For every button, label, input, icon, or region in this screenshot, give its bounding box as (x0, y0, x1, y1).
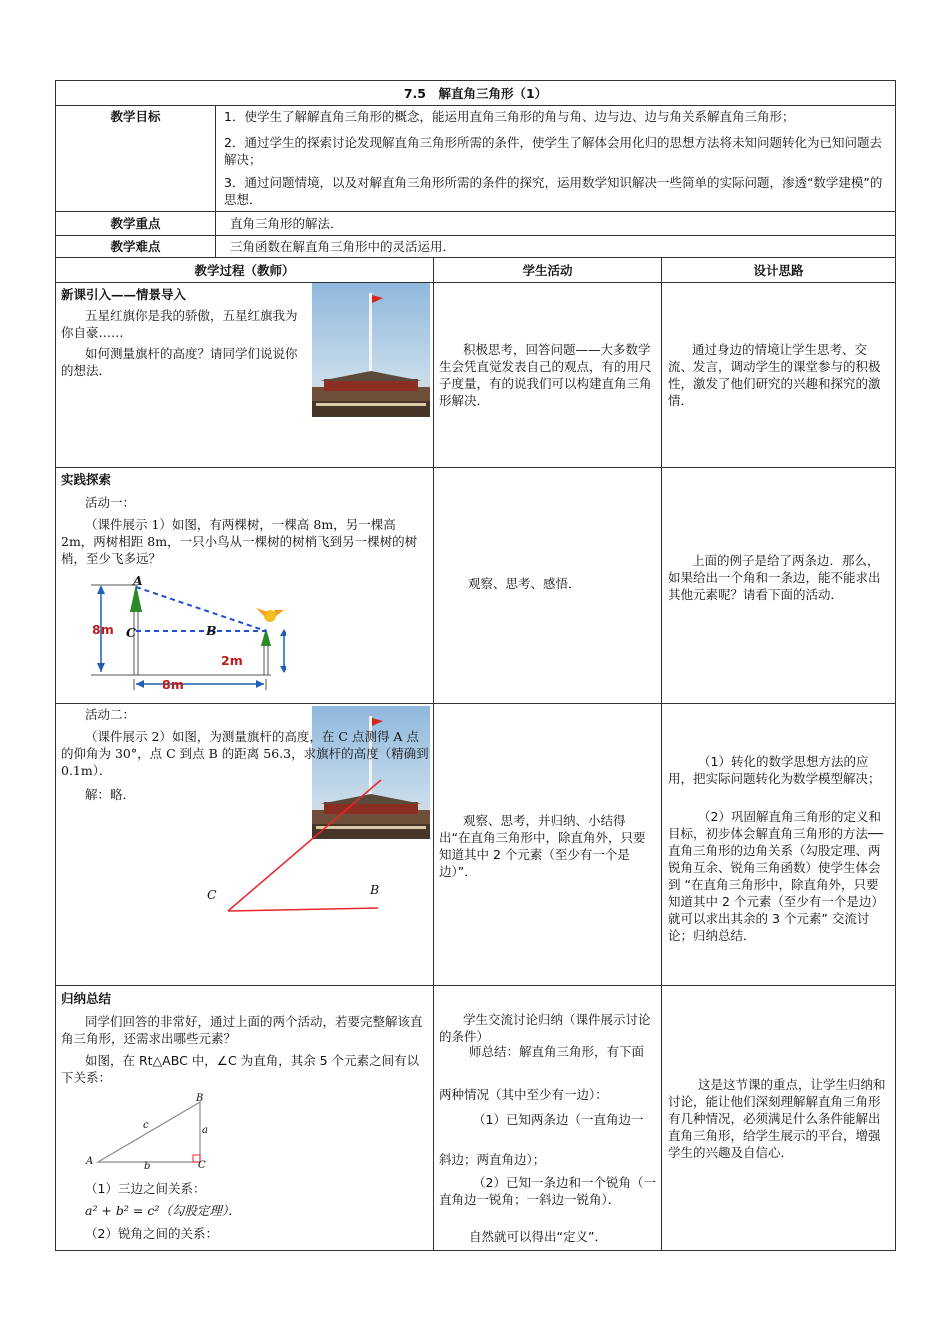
activity2-text: （课件展示 2）如图，为测量旗杆的高度，在 C 点测得 A 点的仰角为 30°，点 C 到点 B 的距离 56.3，求旗杆的高度（精确到 0.1m）． (61, 729, 429, 778)
relation-1: （1）三边之间关系： (85, 1181, 206, 1196)
section1-design-text: 通过身边的情境让学生思考、交流、发言，调动学生的课堂参与的积极性，激发了他们研究的兴趣和探究的激情． (668, 342, 881, 408)
tri-label-A: A (86, 1156, 94, 1167)
section1-p2: 如何测量旗杆的高度？请同学们说说你的想法． (61, 346, 298, 378)
fig2-label-C: C (207, 887, 217, 902)
fig1-label-B: B (206, 623, 217, 638)
goal-3: 3．通过问题情境，以及对解直角三角形所需的条件的探究，运用数学知识解决一些简单的实际问题，渗透“数学建模”的思想． (224, 175, 883, 207)
relation-2: （2）锐角之间的关系： (85, 1226, 218, 1241)
section4-heading: 归纳总结 (61, 991, 112, 1006)
difficult-label-cell (55, 235, 216, 258)
col-design-label: 设计思路 (753, 263, 804, 278)
col-header-student (433, 257, 662, 283)
section2-student (433, 467, 662, 704)
section2-design (661, 467, 896, 704)
key-cell (215, 211, 896, 236)
section4-student-1: 学生交流讨论归纳（课件展示讨论的条件） (439, 1012, 651, 1044)
tri-label-c: c (143, 1120, 149, 1131)
section4-teacher (55, 985, 434, 1251)
goal-1: 1．使学生了解解直角三角形的概念，能运用直角三角形的角与角、边与边、边与角关系解直角三角形； (224, 109, 795, 124)
section3-student (433, 703, 662, 986)
goals-label: 教学目标 (110, 109, 161, 124)
section4-student (433, 985, 662, 1251)
pythagorean-formula: a² + b² = c²（勾股定理）． (85, 1203, 241, 1218)
fig1-label-2m: 2m (221, 653, 243, 668)
activity1-text: （课件展示 1）如图，有两棵树，一棵高 8m，另一棵高 2m，两树相距 8m，一只小鸟从一棵树的树梢飞到另一棵树的树梢，至少飞多远？ (61, 517, 418, 566)
fig1-label-8m-height: 8m (92, 622, 114, 637)
section4-student-3: 两种情况（其中至少有一边）： (439, 1087, 608, 1102)
goals-cell (215, 105, 896, 212)
section3-design (661, 703, 896, 986)
section3-design-text-1: （1）转化的数学思想方法的应用，把实际问题转化为数学模型解决； (668, 754, 881, 786)
col-teacher-label: 教学过程（教师） (194, 263, 295, 278)
key-label-cell (55, 211, 216, 236)
fig1-label-8m-distance: 8m (162, 677, 184, 692)
section4-student-4: （1）已知两条边（一直角边一 (473, 1112, 644, 1127)
difficult-cell (215, 235, 896, 258)
tri-label-C: C (198, 1160, 206, 1171)
two-trees-diagram (86, 572, 286, 702)
section2-heading: 实践探索 (61, 472, 112, 487)
goal-2: 2．通过学生的探索讨论发现解直角三角形所需的条件，使学生了解体会用化归的思想方法将未知问题转化为已知问题去解决； (224, 135, 882, 167)
section3-teacher (55, 703, 434, 986)
section4-student-6: （2）已知一条边和一个锐角（一直角边一锐角；一斜边一锐角）． (439, 1175, 656, 1207)
section3-design-text-2: （2）巩固解直角三角形的定义和目标，初步体会解直角三角形的方法──直角三角形的边角关系（勾股定理、两锐角互余、锐角三角函数）使学生体会到 “在直角三角形中，除直角外，只要知道其中 2 个元素（至少有一个是边）就可以求出其余的 3 个元素” 交流讨论；归纳总结． (668, 809, 884, 943)
tri-label-b: b (144, 1161, 151, 1172)
tri-label-a: a (202, 1125, 208, 1136)
fig1-label-C: C (126, 625, 136, 640)
section4-student-7: 自然就可以得出“定义”． (469, 1229, 607, 1244)
section4-student-2: 师总结：解直角三角形，有下面 (469, 1044, 645, 1059)
section4-student-5: 斜边；两直角边）； (439, 1152, 546, 1167)
section1-student-text: 积极思考，回答问题——大多数学生会凭直觉发表自己的观点，有的用尺子度量，有的说我们可以构建直角三角形解决． (439, 342, 652, 408)
key-label: 教学重点 (110, 216, 161, 231)
section4-p1: 同学们回答的非常好，通过上面的两个活动，若要完整解该直角三角形，还需求出哪些元素？ (61, 1014, 423, 1046)
section2-teacher (55, 467, 434, 704)
section1-teacher (55, 282, 434, 468)
section3-student-text: 观察、思考，并归纳、小结得出“在直角三角形中，除直角外，只要知道其中 2 个元素（至少有一个是边）”． (439, 813, 646, 879)
difficult-label: 教学难点 (110, 239, 161, 254)
section2-design-text: 上面的例子是给了两条边．那么，如果给出一个角和一条边，能不能求出其他元素呢？请看下面的活动． (668, 553, 881, 602)
key-point: 直角三角形的解法． (230, 216, 343, 231)
section4-design (661, 985, 896, 1251)
goals-label-cell (55, 105, 216, 212)
right-triangle-diagram (94, 1098, 214, 1168)
col-header-design (661, 257, 896, 283)
title-row (55, 80, 896, 106)
difficult-point: 三角函数在解直角三角形中的灵活运用． (230, 239, 456, 254)
activity1-label: 活动一： (85, 495, 136, 510)
activity2-solution: 解：略． (85, 787, 136, 802)
section4-p2: 如图，在 Rt△ABC 中，∠C 为直角，其余 5 个元素之间有以下关系： (61, 1053, 420, 1085)
section1-student (433, 282, 662, 468)
fig1-label-A: A (133, 573, 143, 588)
section1-p1: 五星红旗你是我的骄傲，五星红旗我为你自豪…… (61, 308, 298, 340)
tri-label-B: B (196, 1093, 204, 1104)
col-header-teacher (55, 257, 434, 283)
section4-design-text: 这是这节课的重点，让学生归纳和讨论，能让他们深刻理解解直角三角形有几种情况，必须满足什么条件能解出直角三角形，给学生展示的平台，增强学生的兴趣及自信心． (668, 1077, 886, 1160)
section1-design (661, 282, 896, 468)
section1-heading: 新课引入——情景导入 (61, 287, 187, 302)
section2-student-text: 观察、思考、感悟． (468, 576, 581, 591)
col-student-label: 学生活动 (522, 263, 573, 278)
fig2-label-B: B (370, 882, 380, 897)
page-title: 7.5 解直角三角形（1） (403, 86, 548, 101)
elevation-diagram (216, 774, 436, 914)
activity2-label: 活动二： (85, 707, 136, 722)
flag-photo (312, 283, 430, 417)
